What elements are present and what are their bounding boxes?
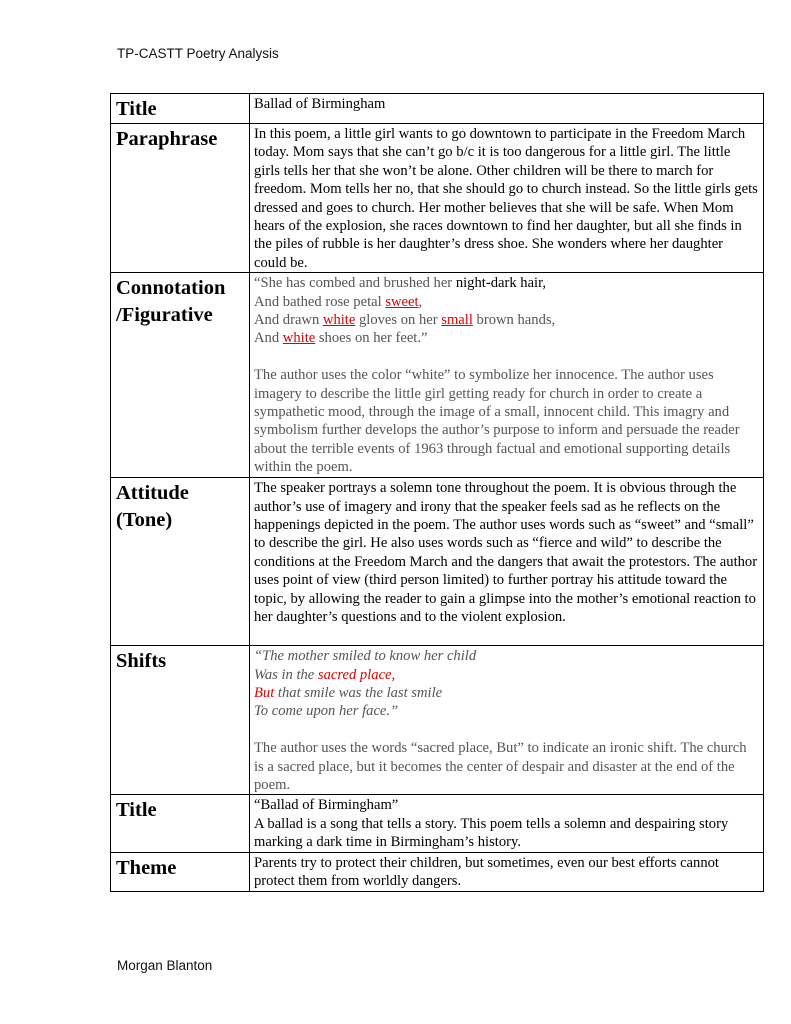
shifts-quote-line-4: To come upon her face.” bbox=[254, 703, 399, 720]
label-cell-title bbox=[111, 94, 250, 124]
row-attitude bbox=[111, 478, 764, 646]
row-label-attitude-1: Attitude bbox=[116, 482, 189, 505]
content-cell-connotation bbox=[250, 273, 764, 478]
attitude-text: The speaker portrays a solemn tone throughout the poem. It is obvious through the author’s use of imagery and irony that the speaker feels sad as he reflects on the happenings depicted in the poem. The author uses words such as “sweet” and “small” to describe the girl. He also uses words such as “fierce and wild” to describe the conditions at the Freedom March and the dangers that await the protestors. The author uses point of view (third person limited) to further portray his attitude toward the topic, by allowing the reader to gain a glimpse into the mother’s emotional reaction to her daughter’s questions and to the violent explosion. bbox=[254, 480, 758, 626]
highlight-word: small bbox=[441, 312, 473, 329]
quote-text: , bbox=[418, 293, 423, 310]
content-cell-attitude bbox=[250, 478, 764, 646]
quote-text: “She has combed and brushed her bbox=[254, 275, 456, 292]
label-cell-title-2 bbox=[111, 795, 250, 852]
paragraph-gap bbox=[254, 721, 759, 739]
content-cell-theme bbox=[250, 852, 764, 891]
theme-text: Parents try to protect their children, but sometimes, even our best efforts cannot protect them from worldly dangers. bbox=[254, 854, 719, 890]
highlight-word: But bbox=[254, 685, 275, 702]
row-label-attitude-2: (Tone) bbox=[116, 509, 173, 532]
row-label-paraphrase: Paraphrase bbox=[116, 128, 218, 150]
shifts-quote-line-3 bbox=[254, 684, 759, 702]
highlight-word: white bbox=[322, 312, 356, 329]
page-footer: Morgan Blanton bbox=[117, 958, 213, 973]
quote-text: that smile was the last smile bbox=[274, 685, 443, 702]
quote-text: And bbox=[254, 330, 283, 347]
row-title-2 bbox=[111, 795, 764, 852]
label-cell-theme bbox=[111, 852, 250, 891]
highlight-word: sweet bbox=[385, 293, 419, 310]
connotation-analysis: The author uses the color “white” to symbolize her innocence. The author uses imagery to describe the little girl getting ready for church in order to create a sympathetic mood, through the image of a small, innocent child. This imagry and symbolism further develops the author’s purpose to inform and persuade the reader about the terrible events of 1963 through factual and emotional supporting details within the poem. bbox=[254, 367, 740, 476]
content-cell-title bbox=[250, 94, 764, 124]
row-label-connotation-1: Connotation bbox=[116, 277, 226, 300]
label-cell-shifts bbox=[111, 646, 250, 795]
quote-text: brown hands, bbox=[472, 312, 556, 329]
row-shifts bbox=[111, 646, 764, 795]
connotation-quote-line-2 bbox=[254, 293, 759, 311]
row-title bbox=[111, 94, 764, 124]
shifts-quote-line-1: “The mother smiled to know her child bbox=[254, 648, 477, 665]
content-cell-shifts bbox=[250, 646, 764, 795]
title-text: Ballad of Birmingham bbox=[254, 96, 386, 112]
label-cell-paraphrase bbox=[111, 124, 250, 273]
row-connotation bbox=[111, 273, 764, 478]
quote-text: night-dark hair, bbox=[455, 275, 547, 292]
paraphrase-text: In this poem, a little girl wants to go downtown to participate in the Freedom March today. Mom says that she can’t go b/c it is too dangerous for a little girl. The little girls tells her that she won’t be alone. Other children will be there to march for freedom. Mom tells her no, that she should go to church instead. So the little girls gets dressed and goes to church. Her mother believes that she will be safe. When Mom hears of the explosion, she races downtown to find her daughter, but all she finds in the piles of rubble is her daughter’s dress shoe. She wonders where her daughter could be. bbox=[254, 126, 758, 271]
connotation-quote-line-3 bbox=[254, 311, 759, 329]
title2-text: A ballad is a song that tells a story. This poem tells a solemn and despairing story marking a dark time in Birmingham’s history. bbox=[254, 815, 729, 851]
connotation-quote-line-4 bbox=[254, 329, 759, 347]
quote-text: shoes on her feet.” bbox=[315, 330, 428, 347]
quote-text: And bathed rose petal bbox=[254, 293, 386, 310]
label-cell-connotation bbox=[111, 273, 250, 478]
row-label-shifts: Shifts bbox=[116, 650, 167, 673]
row-paraphrase bbox=[111, 124, 764, 273]
row-theme bbox=[111, 852, 764, 891]
row-label-theme: Theme bbox=[116, 856, 177, 879]
tpcastt-table bbox=[110, 93, 764, 892]
connotation-quote-line-1 bbox=[254, 274, 759, 292]
label-cell-attitude bbox=[111, 478, 250, 646]
highlight-word: white bbox=[282, 330, 316, 347]
paragraph-gap bbox=[254, 348, 759, 366]
content-cell-title-2 bbox=[250, 795, 764, 852]
quote-text: Was in the bbox=[254, 666, 318, 683]
row-label-title: Title bbox=[116, 98, 157, 120]
highlight-word: sacred place, bbox=[317, 666, 396, 683]
content-cell-paraphrase bbox=[250, 124, 764, 273]
quote-text: And drawn bbox=[254, 312, 323, 329]
title2-line-1: “Ballad of Birmingham” bbox=[254, 797, 399, 814]
shifts-analysis: The author uses the words “sacred place, But” to indicate an ironic shift. The church is a sacred place, but it becomes the center of despair and disaster at the end of the poem. bbox=[254, 740, 747, 794]
row-label-title-2: Title bbox=[116, 799, 157, 822]
quote-text: gloves on her bbox=[355, 312, 442, 329]
page-header: TP-CASTT Poetry Analysis bbox=[117, 46, 279, 61]
row-label-connotation-2: /Figurative bbox=[116, 304, 213, 327]
shifts-quote-line-2 bbox=[254, 666, 759, 684]
